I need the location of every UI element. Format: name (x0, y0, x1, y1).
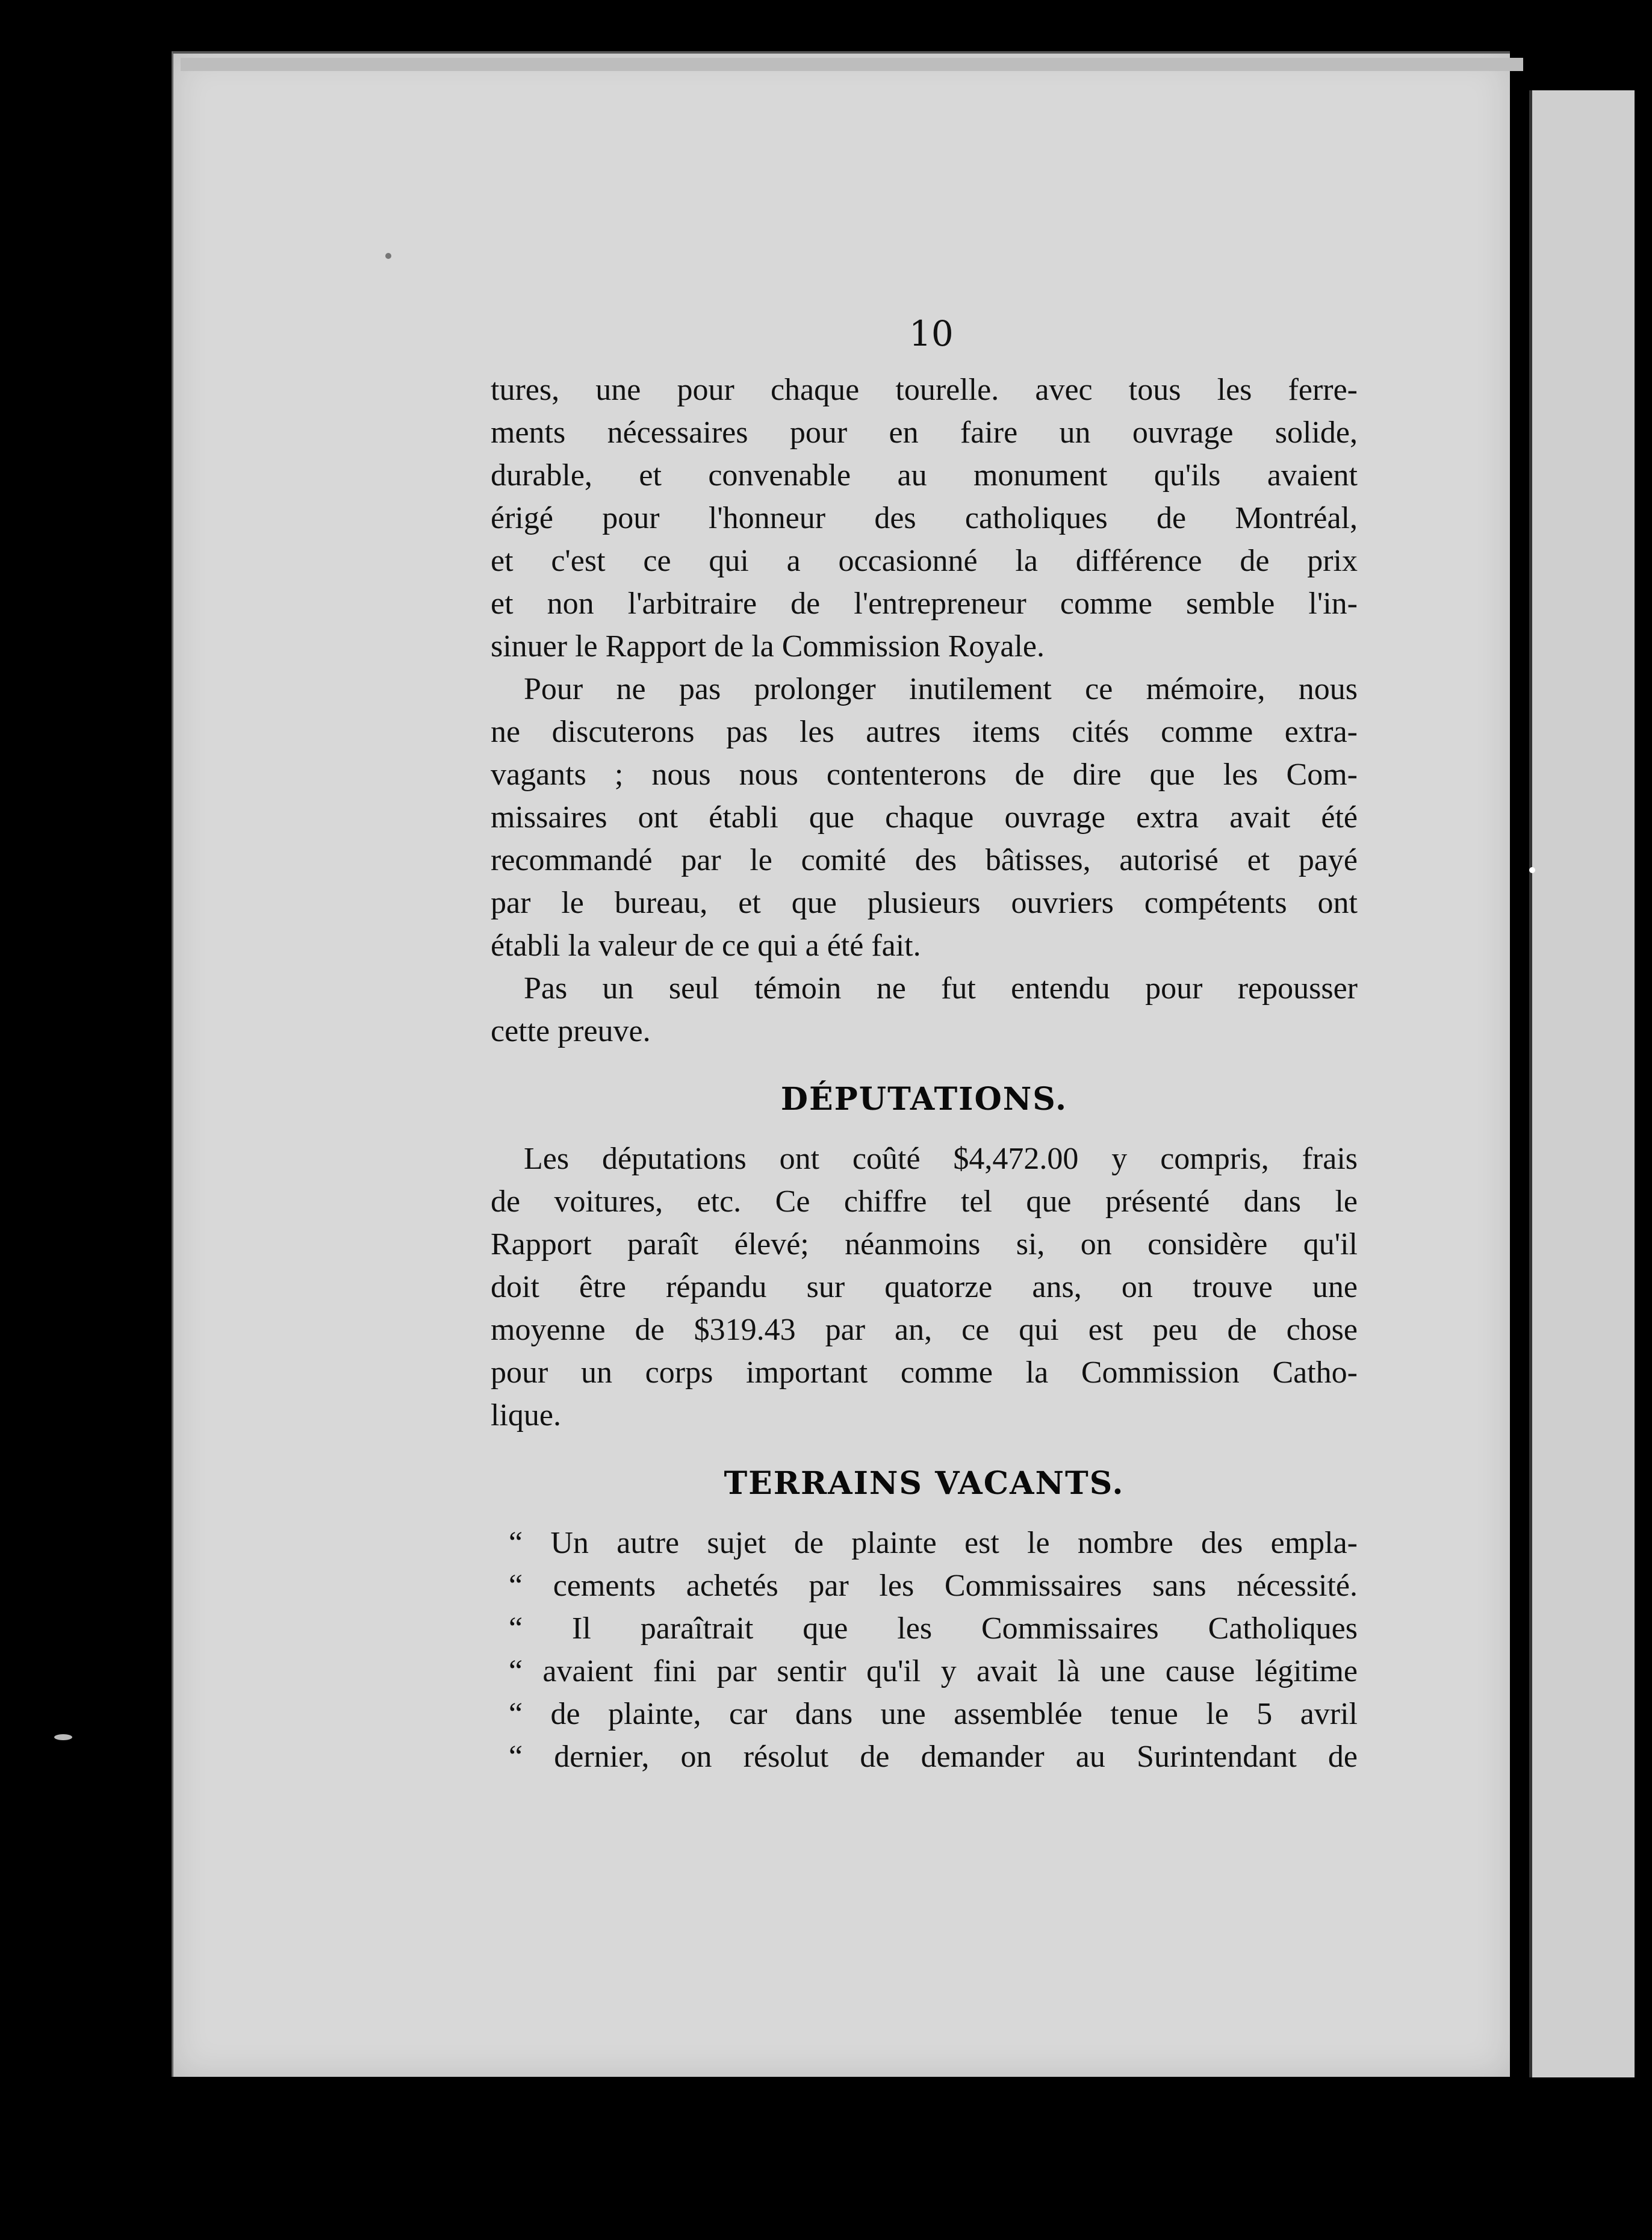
paragraph: tures, une pour chaque tourelle. avec tous les ferre- (491, 373, 1358, 407)
paragraph: ne discuterons pas les autres items cités comme extra- (491, 715, 1358, 749)
paragraph: Les députations ont coûté $4,472.00 y compris, frais (524, 1142, 1358, 1176)
paragraph: Pour ne pas prolonger inutilement ce mémoire, nous (524, 672, 1358, 706)
paragraph: érigé pour l'honneur des catholiques de Montréal, (491, 501, 1358, 535)
paragraph: Rapport paraît élevé; néanmoins si, on considère qu'il (491, 1227, 1358, 1262)
quote-line: “ cements achetés par les Commissaires sans nécessité. (509, 1569, 1358, 1603)
paragraph: ments nécessaires pour en faire un ouvrage solide, (491, 415, 1358, 450)
quote-line: “ Il paraîtrait que les Commissaires Catholiques (509, 1611, 1358, 1646)
paragraph: lique. (491, 1398, 561, 1433)
next-page-edge (1529, 90, 1635, 2077)
paragraph: recommandé par le comité des bâtisses, autorisé et payé (491, 843, 1358, 877)
paragraph: sinuer le Rapport de la Commission Royale. (491, 629, 1045, 664)
dust-speck (385, 253, 391, 259)
body-text (491, 369, 1358, 1778)
quote-line: “ dernier, on résolut de demander au Surintendant de (509, 1740, 1358, 1774)
quote-line: “ avaient fini par sentir qu'il y avait là une cause légitime (509, 1654, 1358, 1688)
dust-speck (54, 1734, 72, 1740)
quote-line: “ de plainte, car dans une assemblée tenue le 5 avril (509, 1697, 1358, 1731)
paragraph: doit être répandu sur quatorze ans, on trouve une (491, 1270, 1358, 1304)
paragraph: de voitures, etc. Ce chiffre tel que présenté dans le (491, 1184, 1358, 1219)
paragraph: et non l'arbitraire de l'entrepreneur comme semble l'in- (491, 586, 1358, 621)
paragraph: vagants ; nous nous contenterons de dire que les Com- (491, 758, 1358, 792)
section-heading-deputations: DÉPUTATIONS. (780, 1081, 1068, 1118)
paragraph: missaires ont établi que chaque ouvrage extra avait été (491, 800, 1358, 835)
dust-speck (1529, 867, 1535, 873)
paragraph: durable, et convenable au monument qu'ils avaient (491, 458, 1358, 493)
page-top-shadow (181, 58, 1523, 71)
quote-line: “ Un autre sujet de plainte est le nombre des empla- (509, 1526, 1358, 1560)
paragraph: par le bureau, et que plusieurs ouvriers compétents ont (491, 886, 1358, 920)
page-number: 10 (909, 313, 954, 354)
paragraph: pour un corps important comme la Commission Catho- (491, 1355, 1358, 1390)
paragraph: cette preuve. (491, 1014, 651, 1048)
section-heading-terrains: TERRAINS VACANTS. (724, 1465, 1125, 1502)
paragraph: et c'est ce qui a occasionné la différence de prix (491, 544, 1358, 578)
paragraph: Pas un seul témoin ne fut entendu pour repousser (524, 971, 1358, 1006)
paragraph: établi la valeur de ce qui a été fait. (491, 929, 921, 963)
paragraph: moyenne de $319.43 par an, ce qui est peu de chose (491, 1313, 1358, 1347)
